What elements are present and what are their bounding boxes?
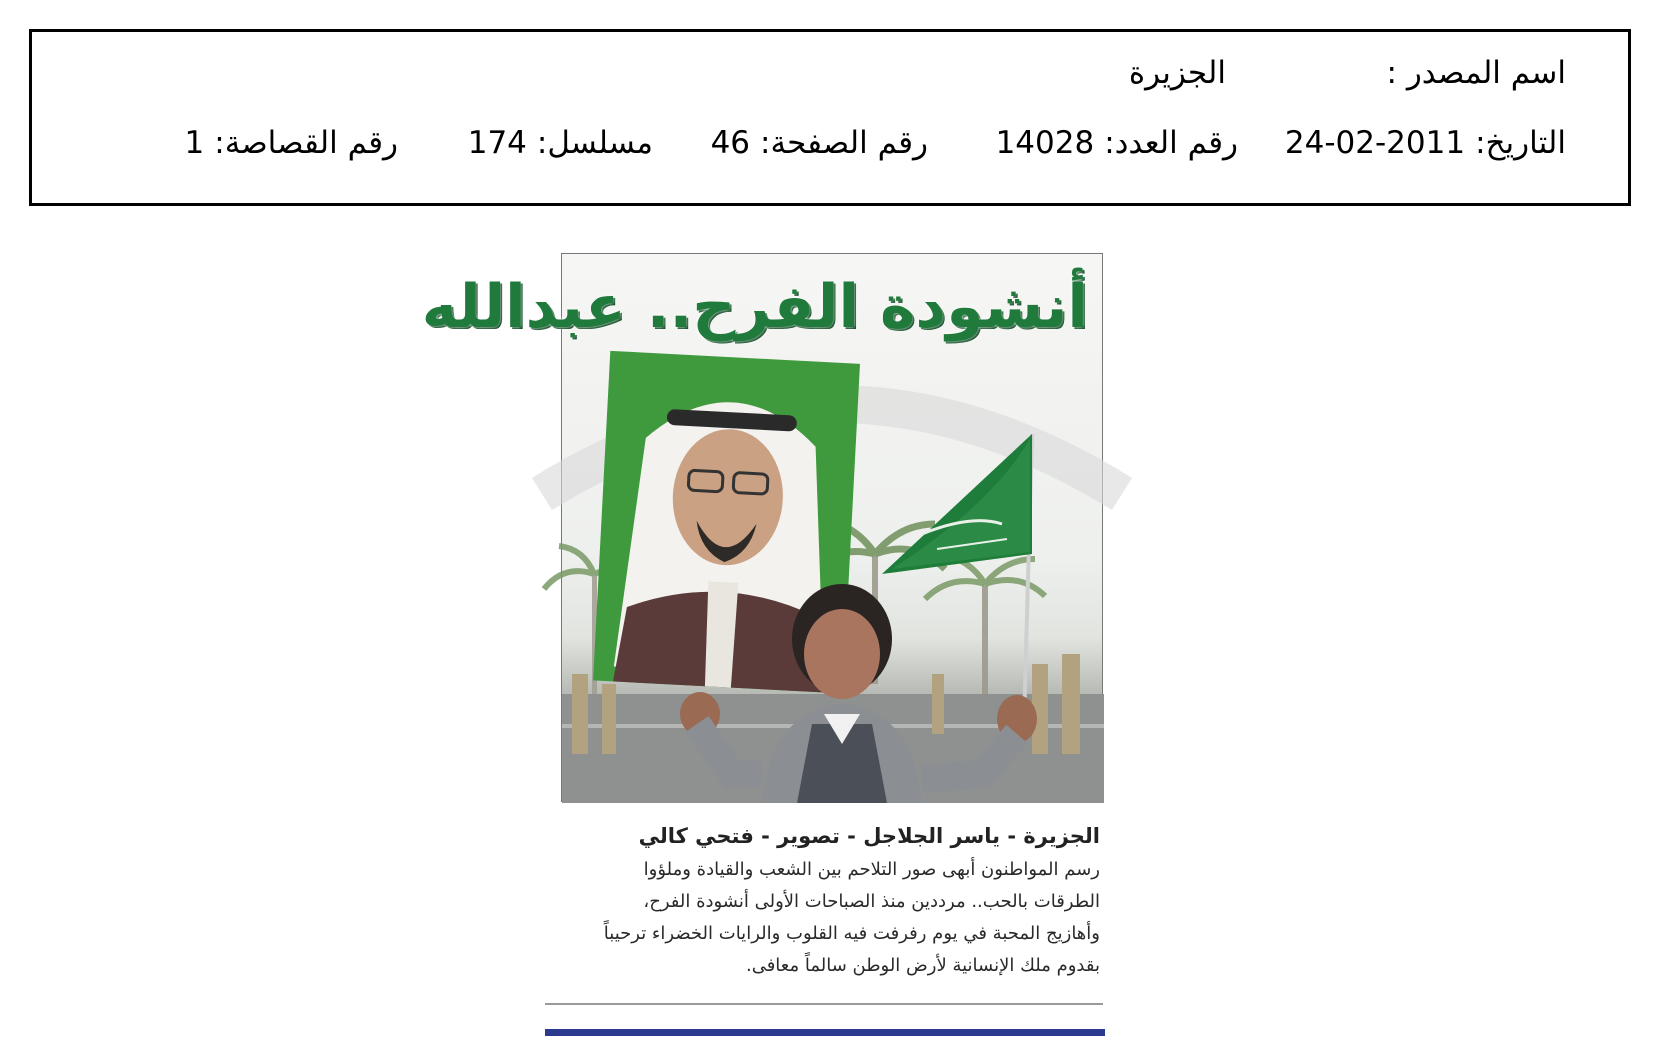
caption-line: رسم المواطنون أبهى صور التلاحم بين الشعب والقيادة وملؤوا [643, 859, 1100, 880]
clip-field [184, 125, 398, 161]
issue-label: رقم العدد: [1104, 125, 1238, 161]
caption-line: وأهازيج المحبة في يوم رفرفت فيه القلوب والرايات الخضراء ترحيباً [603, 923, 1100, 944]
blue-divider-bar [545, 1029, 1105, 1036]
divider-line [545, 1003, 1103, 1005]
issue-value: 14028 [995, 125, 1095, 161]
caption-line: الطرقات بالحب.. مرددين منذ الصباحات الأولى أنشودة الفرح، [643, 891, 1100, 912]
date-field [1284, 125, 1566, 161]
news-photo [421, 253, 1103, 802]
clipping-caption [545, 824, 1100, 982]
source-info-box [29, 29, 1631, 206]
caption-line: بقدوم ملك الإنسانية لأرض الوطن سالماً معافى. [745, 955, 1100, 976]
page-label: رقم الصفحة: [760, 125, 928, 161]
clipping-headline: أنشودة الفرح.. عبدالله [421, 272, 1088, 342]
serial-label: مسلسل: [536, 125, 653, 161]
clipping-byline: الجزيرة - ياسر الجلاجل - تصوير - فتحي كالي [638, 824, 1100, 848]
page-value: 46 [710, 125, 751, 161]
date-value: 2011-02-24 [1284, 125, 1466, 161]
serial-value: 174 [467, 125, 527, 161]
serial-field [467, 125, 653, 161]
page-field [710, 125, 928, 161]
source-value: الجزيرة [1128, 55, 1226, 91]
date-label: التاريخ: [1475, 125, 1566, 161]
clip-value: 1 [184, 125, 205, 161]
clip-label: رقم القصاصة: [214, 125, 398, 161]
issue-field [995, 125, 1238, 161]
source-label: اسم المصدر : [1386, 55, 1566, 91]
